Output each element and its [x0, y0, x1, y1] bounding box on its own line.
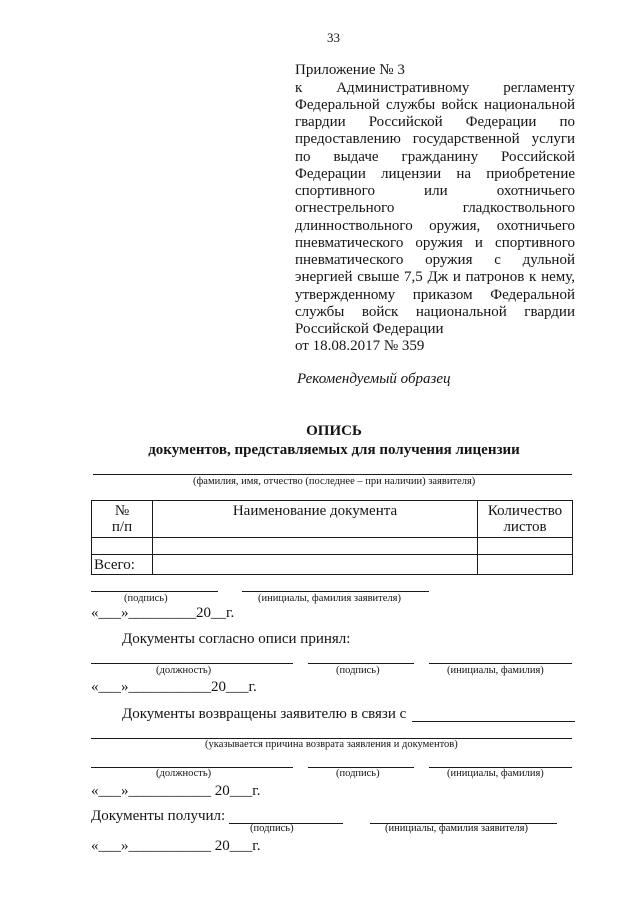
header-sheet-count — [478, 501, 573, 538]
recommended-sample-note: Рекомендуемый образец — [297, 371, 451, 388]
documents-table — [91, 500, 573, 575]
received-date: «___»___________ 20___г. — [91, 838, 261, 855]
appendix-line: по выдаче гражданину Российской — [295, 148, 575, 165]
returned-signature-caption: (подпись) — [336, 768, 380, 779]
received-signature-caption: (подпись) — [250, 823, 294, 834]
accepted-statement: Документы согласно описи принял: — [122, 631, 351, 648]
appendix-line: утвержденному приказом Федеральной — [295, 286, 575, 303]
header-number-line: п/п — [111, 519, 133, 535]
appendix-line: пневматического оружия и спортивного — [295, 234, 575, 251]
returned-initials-caption: (инициалы, фамилия) — [447, 768, 544, 779]
appendix-line: Федеральной службы войск национальной — [295, 96, 575, 113]
appendix-line: длинноствольного оружия, охотничьего — [295, 217, 575, 234]
total-label-cell — [92, 555, 153, 575]
appendix-line: службы войск национальной гвардии — [295, 303, 575, 320]
appendix-line: Российской Федерации — [295, 321, 444, 338]
appendix-line: спортивного или охотничьего — [295, 183, 575, 200]
appendix-line: гвардии Российской Федерации по — [295, 114, 575, 131]
applicant-initials-line — [242, 591, 429, 592]
appendix-line: огнестрельного гладкоствольного — [295, 200, 575, 217]
accepted-initials-line — [429, 663, 572, 664]
returned-date: «___»___________ 20___г. — [91, 783, 261, 800]
header-sheet-count-line: Количество — [487, 503, 563, 519]
returned-position-caption: (должность) — [156, 768, 212, 779]
accepted-signature-caption: (подпись) — [336, 665, 380, 676]
appendix-order-date: от 18.08.2017 № 359 — [295, 338, 425, 355]
total-count-cell — [478, 555, 573, 575]
page-number: 33 — [327, 29, 340, 45]
applicant-date: «___»_________20__г. — [91, 605, 235, 622]
accepted-position-caption: (должность) — [156, 665, 212, 676]
returned-statement: Документы возвращены заявителю в связи с — [122, 706, 407, 723]
header-number-line: № — [114, 503, 130, 519]
table-cell-empty — [153, 538, 478, 555]
appendix-line: пневматического оружия с дульной — [295, 252, 575, 269]
received-initials-caption: (инициалы, фамилия заявителя) — [385, 823, 528, 834]
returned-reason-caption: (указывается причина возврата заявления и документов) — [205, 739, 458, 750]
header-sheet-count-line: листов — [503, 519, 547, 535]
header-document-name: Наименование документа — [153, 501, 478, 538]
returned-reason-inline-line — [412, 721, 575, 722]
received-statement: Документы получил: — [91, 808, 226, 825]
document-title: ОПИСЬ — [306, 423, 362, 440]
applicant-initials-caption: (инициалы, фамилия заявителя) — [258, 593, 401, 604]
header-number — [92, 501, 153, 538]
applicant-signature-caption: (подпись) — [124, 593, 168, 604]
document-subtitle: документов, представляемых для получения лицензии — [148, 442, 520, 458]
applicant-name-line — [93, 474, 572, 475]
accepted-initials-caption: (инициалы, фамилия) — [447, 665, 544, 676]
table-cell-empty — [478, 538, 573, 555]
accepted-position-line — [91, 663, 293, 664]
applicant-signature-line — [91, 591, 218, 592]
appendix-line: к Административному регламенту — [295, 79, 575, 96]
accepted-date: «___»___________20___г. — [91, 679, 257, 696]
applicant-name-caption: (фамилия, имя, отчество (последнее – при наличии) заявителя) — [193, 476, 476, 487]
accepted-signature-line — [308, 663, 414, 664]
appendix-line: Федерации лицензии на приобретение — [295, 165, 575, 182]
table-cell-empty — [92, 538, 153, 555]
total-label: Всего: — [94, 556, 135, 573]
appendix-heading: Приложение № 3 — [295, 62, 405, 79]
appendix-line: энергией свыше 7,5 Дж и патронов к нему, — [295, 269, 575, 286]
appendix-line: предоставлению государственной услуги — [295, 131, 575, 148]
appendix-reference — [295, 62, 575, 355]
total-name-cell — [153, 555, 478, 575]
